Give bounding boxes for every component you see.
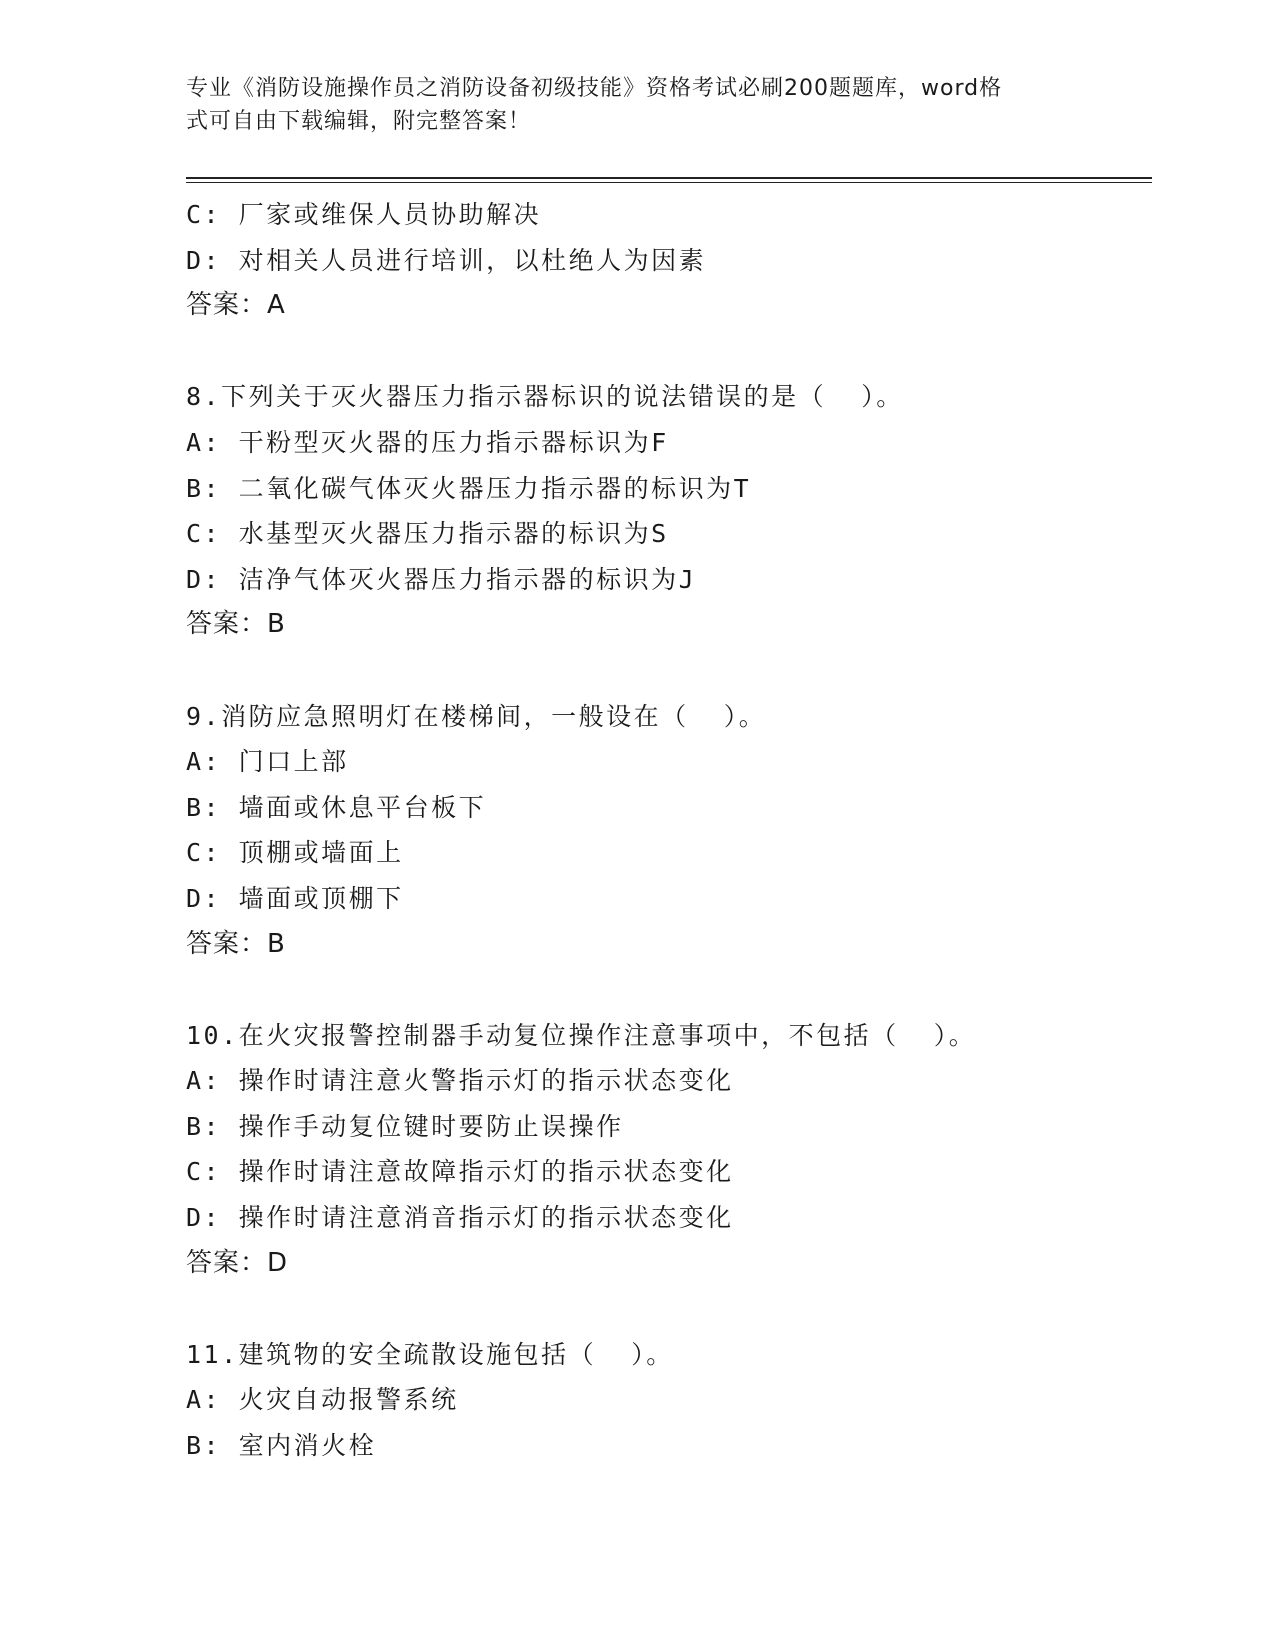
- option-c: C: 操作时请注意故障指示灯的指示状态变化: [186, 1157, 734, 1187]
- option-d: D: 墙面或顶棚下: [186, 883, 404, 913]
- spacer: [186, 967, 1166, 1013]
- header-divider-thick: [186, 177, 1152, 179]
- option-c: C: 厂家或维保人员协助解决: [186, 200, 542, 229]
- spacer: [186, 1286, 1166, 1332]
- page-header: [186, 72, 1086, 138]
- header-line-1: 专业《消防设施操作员之消防设备初级技能》资格考试必刷200题题库，word格: [186, 76, 1003, 101]
- question-stem: 11.建筑物的安全疏散设施包括（ ）。: [186, 1339, 674, 1369]
- question-stem: 8.下列关于灭火器压力指示器标识的说法错误的是（ ）。: [186, 382, 904, 412]
- question-list: [186, 192, 1166, 1469]
- option-a: A: 操作时请注意火警指示灯的指示状态变化: [186, 1066, 734, 1096]
- answer: 答案：A: [186, 290, 286, 321]
- answer: 答案：B: [186, 609, 286, 640]
- question-7: [186, 192, 1166, 329]
- option-b: B: 墙面或休息平台板下: [186, 792, 487, 822]
- option-c: C: 水基型灭火器压力指示器的标识为S: [186, 519, 669, 549]
- spacer: [186, 648, 1166, 694]
- question-8: [186, 374, 1166, 648]
- option-b: B: 操作手动复位键时要防止误操作: [186, 1111, 624, 1141]
- answer: 答案：B: [186, 928, 286, 959]
- header-divider-thin: [186, 182, 1152, 183]
- question-10: [186, 1013, 1166, 1287]
- spacer: [186, 329, 1166, 375]
- option-b: B: 二氧化碳气体灭火器压力指示器的标识为T: [186, 473, 752, 503]
- option-b: B: 室内消火栓: [186, 1431, 377, 1461]
- option-a: A: 门口上部: [186, 747, 349, 777]
- answer: 答案：D: [186, 1247, 289, 1278]
- question-11: [186, 1332, 1166, 1469]
- question-stem: 10.在火灾报警控制器手动复位操作注意事项中，不包括（ ）。: [186, 1020, 977, 1050]
- option-c: C: 顶棚或墙面上: [186, 838, 404, 868]
- option-d: D: 洁净气体灭火器压力指示器的标识为J: [186, 564, 697, 594]
- header-line-2: 式可自由下载编辑，附完整答案！: [186, 109, 532, 134]
- question-9: [186, 694, 1166, 968]
- option-a: A: 火灾自动报警系统: [186, 1385, 459, 1415]
- option-d: D: 对相关人员进行培训，以杜绝人为因素: [186, 245, 707, 275]
- option-a: A: 干粉型灭火器的压力指示器标识为F: [186, 427, 669, 457]
- question-stem: 9.消防应急照明灯在楼梯间，一般设在（ ）。: [186, 701, 767, 731]
- option-d: D: 操作时请注意消音指示灯的指示状态变化: [186, 1203, 734, 1233]
